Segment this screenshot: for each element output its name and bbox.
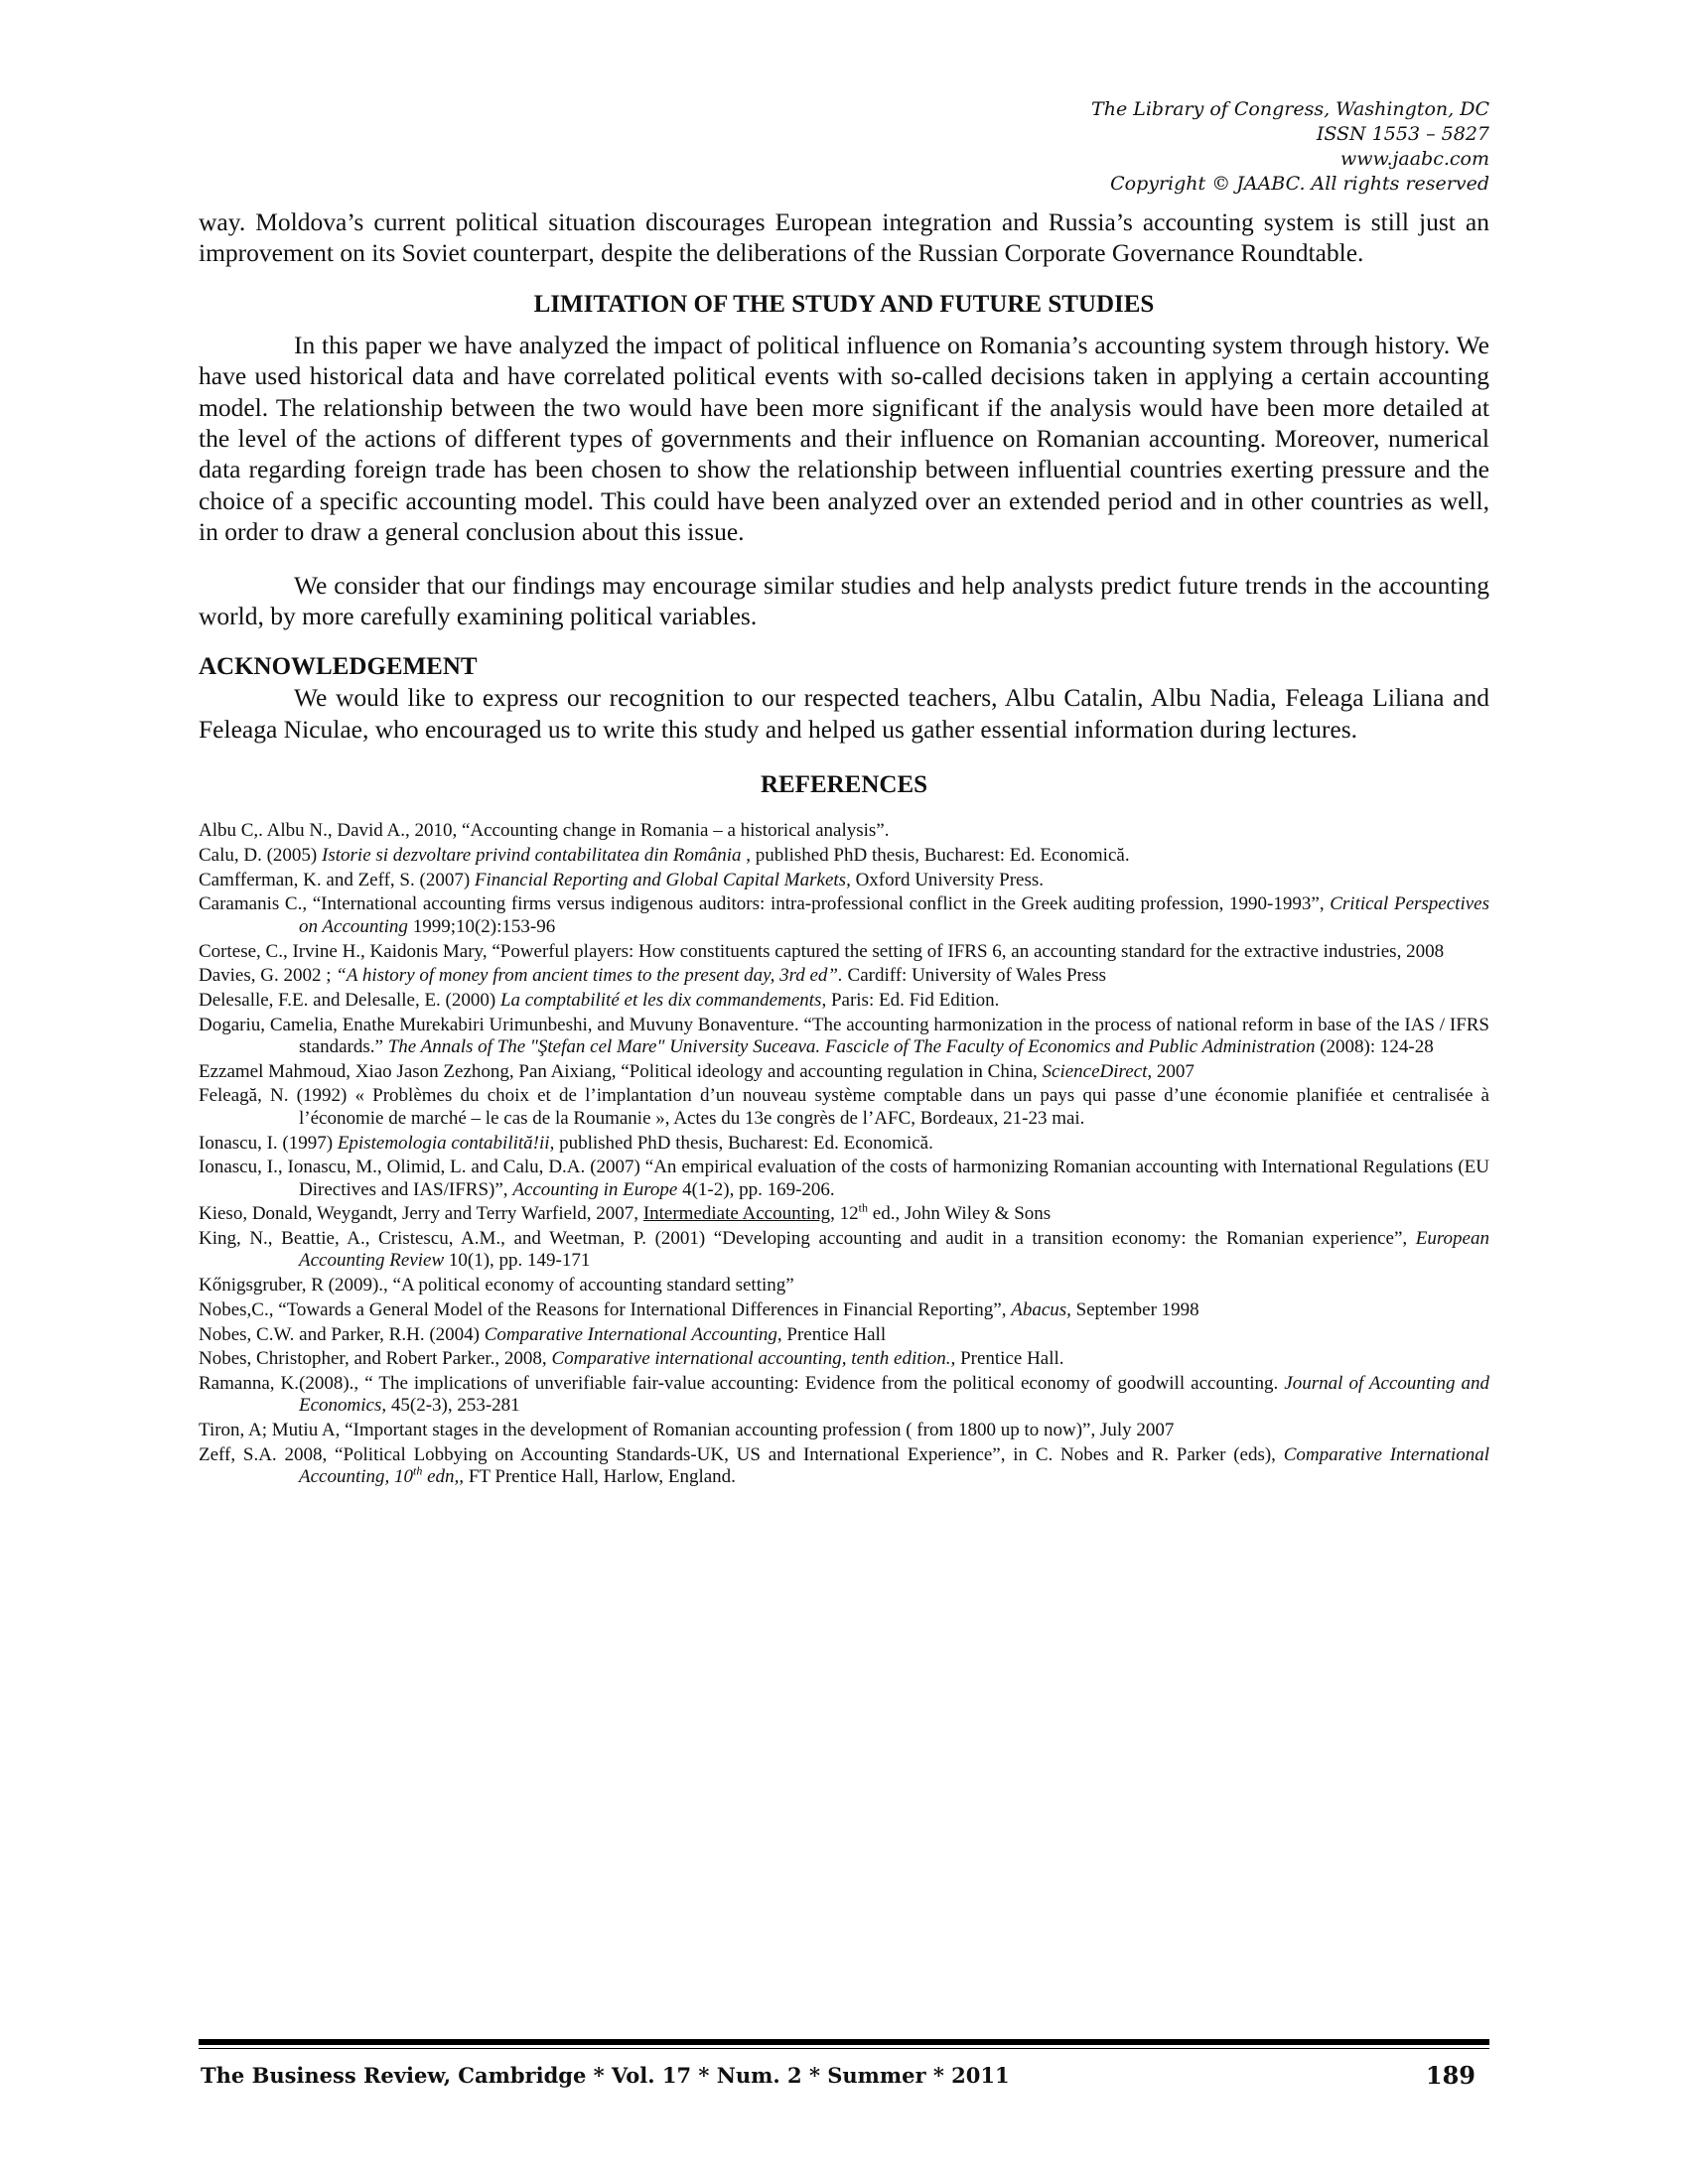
header-issn: ISSN 1553 – 5827 [1316,123,1489,145]
reference-item: Calu, D. (2005) Istorie si dezvoltare privind contabilitatea din România , published PhD thesis, Bucharest: Ed. Economică. [199,844,1130,866]
reference-item: Feleagă, N. (1992) « Problèmes du choix et de l’implantation d’un nouveau système comptable dans un pays qui passe d’une économie planifiée et centralisée à l’économie de marché – le cas de la Roumanie », Actes du 13e congrès de l’AFC, Bordeaux, 21-23 mai. [199,1085,1489,1129]
footer-rule-thin [199,2048,1489,2049]
reference-item: Tiron, A; Mutiu A, “Important stages in the development of Romanian accounting profession ( from 1800 up to now)”, July 2007 [199,1420,1175,1441]
page-number: 189 [1425,2061,1476,2090]
reference-item: Nobes, C.W. and Parker, R.H. (2004) Comparative International Accounting, Prentice Hall [199,1323,887,1345]
article-body [199,206,1489,1491]
references-list [199,820,1489,1488]
reference-item: Nobes,C., “Towards a General Model of the Reasons for International Differences in Financial Reporting”, Abacus, September 1998 [199,1298,1199,1320]
reference-item: Kieso, Donald, Weygandt, Jerry and Terry Warfield, 2007, Intermediate Accounting, 12th ed., John Wiley & Sons [199,1201,1052,1225]
limitation-paragraph-2: We consider that our findings may encourage similar studies and help analysts predict future trends in the accounting world, by more carefully examining political variables. [199,570,1489,631]
reference-item: Nobes, Christopher, and Robert Parker., 2008, Comparative international accounting, tenth edition., Prentice Hall. [199,1348,1064,1370]
reference-item: Camfferman, K. and Zeff, S. (2007) Financial Reporting and Global Capital Markets, Oxford University Press. [199,869,1045,890]
reference-item: Kőnigsgruber, R (2009)., “A political economy of accounting standard setting” [199,1275,794,1297]
journal-header [1091,97,1489,197]
reference-item: Dogariu, Camelia, Enathe Murekabiri Urimunbeshi, and Muvuny Bonaventure. “The accounting harmonization in the process of national reform in base of the IAS / IFRS standards.” The Annals of The "Ştefan cel Mare" University Suceava. Fascicle of The Faculty of Economics and Public Administration (2008): 124-28 [199,1014,1489,1058]
header-website[interactable]: www.jaabc.com [1339,148,1489,170]
reference-item: Albu C,. Albu N., David A., 2010, “Accounting change in Romania – a historical analysis”. [199,820,890,842]
references-heading: REFERENCES [760,771,928,799]
acknowledgement-heading: ACKNOWLEDGEMENT [199,653,478,681]
page-footer [199,2039,1489,2090]
reference-item: King, N., Beattie, A., Cristescu, A.M., and Weetman, P. (2001) “Developing accounting and audit in a transition economy: the Romanian experience”, European Accounting Review 10(1), pp. 149-171 [199,1228,1489,1272]
limitation-heading: LIMITATION OF THE STUDY AND FUTURE STUDIES [533,290,1155,318]
acknowledgement-paragraph: We would like to express our recognition to our respected teachers, Albu Catalin, Albu Nadia, Feleaga Liliana and Feleaga Niculae, who encouraged us to write this study and helped us gather essential information during lectures. [199,683,1489,744]
footer-journal-info: The Business Review, Cambridge * Vol. 17 * Num. 2 * Summer * 2011 [201,2063,1010,2088]
header-library: The Library of Congress, Washington, DC [1091,98,1489,120]
limitation-paragraph-1: In this paper we have analyzed the impact of political influence on Romania’s accounting system through history. We have used historical data and have correlated political events with so-called decisions taken in applying a certain accounting model. The relationship between the two would have been more significant if the analysis would have been more detailed at the level of the actions of different types of governments and their influence on Romanian accounting. Moreover, numerical data regarding foreign trade has been chosen to show the relationship between influential countries exerting pressure and the choice of a specific accounting model. This could have been analyzed over an extended period and in other countries as well, in order to draw a general conclusion about this issue. [199,330,1489,547]
reference-link[interactable]: Intermediate Accounting [642,1203,831,1225]
header-copyright: Copyright © JAABC. All rights reserved [1110,173,1489,195]
footer-rule [199,2039,1489,2045]
reference-item: Cortese, C., Irvine H., Kaidonis Mary, “Powerful players: How constituents captured the setting of IFRS 6, an accounting standard for the extractive industries, 2008 [199,940,1445,962]
reference-item: Davies, G. 2002 ; “A history of money from ancient times to the present day, 3rd ed”. Cardiff: University of Wales Press [199,965,1107,987]
footer-row [199,2061,1489,2090]
reference-item: Zeff, S.A. 2008, “Political Lobbying on Accounting Standards-UK, US and International Experience”, in C. Nobes and R. Parker (eds), Comparative International Accounting, 10th edn,, FT Prentice Hall, Harlow, England. [199,1443,1489,1488]
reference-item: Delesalle, F.E. and Delesalle, E. (2000) La comptabilité et les dix commandements, Paris: Ed. Fid Edition. [199,989,1000,1011]
reference-item: Ezzamel Mahmoud, Xiao Jason Zezhong, Pan Aixiang, “Political ideology and accounting regulation in China, ScienceDirect, 2007 [199,1060,1195,1082]
intro-paragraph: way. Moldova’s current political situation discourages European integration and Russia’s accounting system is still just an improvement on its Soviet counterpart, despite the deliberations of the Russian Corporate Governance Roundtable. [199,207,1489,268]
reference-item: Ionascu, I., Ionascu, M., Olimid, L. and Calu, D.A. (2007) “An empirical evaluation of the costs of harmonizing Romanian accounting with International Regulations (EU Directives and IAS/IFRS)”, Accounting in Europe 4(1-2), pp. 169-206. [199,1157,1489,1200]
reference-item: Ramanna, K.(2008)., “ The implications of unverifiable fair-value accounting: Evidence from the political economy of goodwill accounting. Journal of Accounting and Economics, 45(2-3), 253-281 [199,1372,1489,1417]
reference-item: Caramanis C., “International accounting firms versus indigenous auditors: intra-professional conflict in the Greek auditing profession, 1990-1993”, Critical Perspectives on Accounting 1999;10(2):153-96 [199,893,1489,937]
reference-item: Ionascu, I. (1997) Epistemologia contabilită!ii, published PhD thesis, Bucharest: Ed. Economică. [199,1132,933,1154]
